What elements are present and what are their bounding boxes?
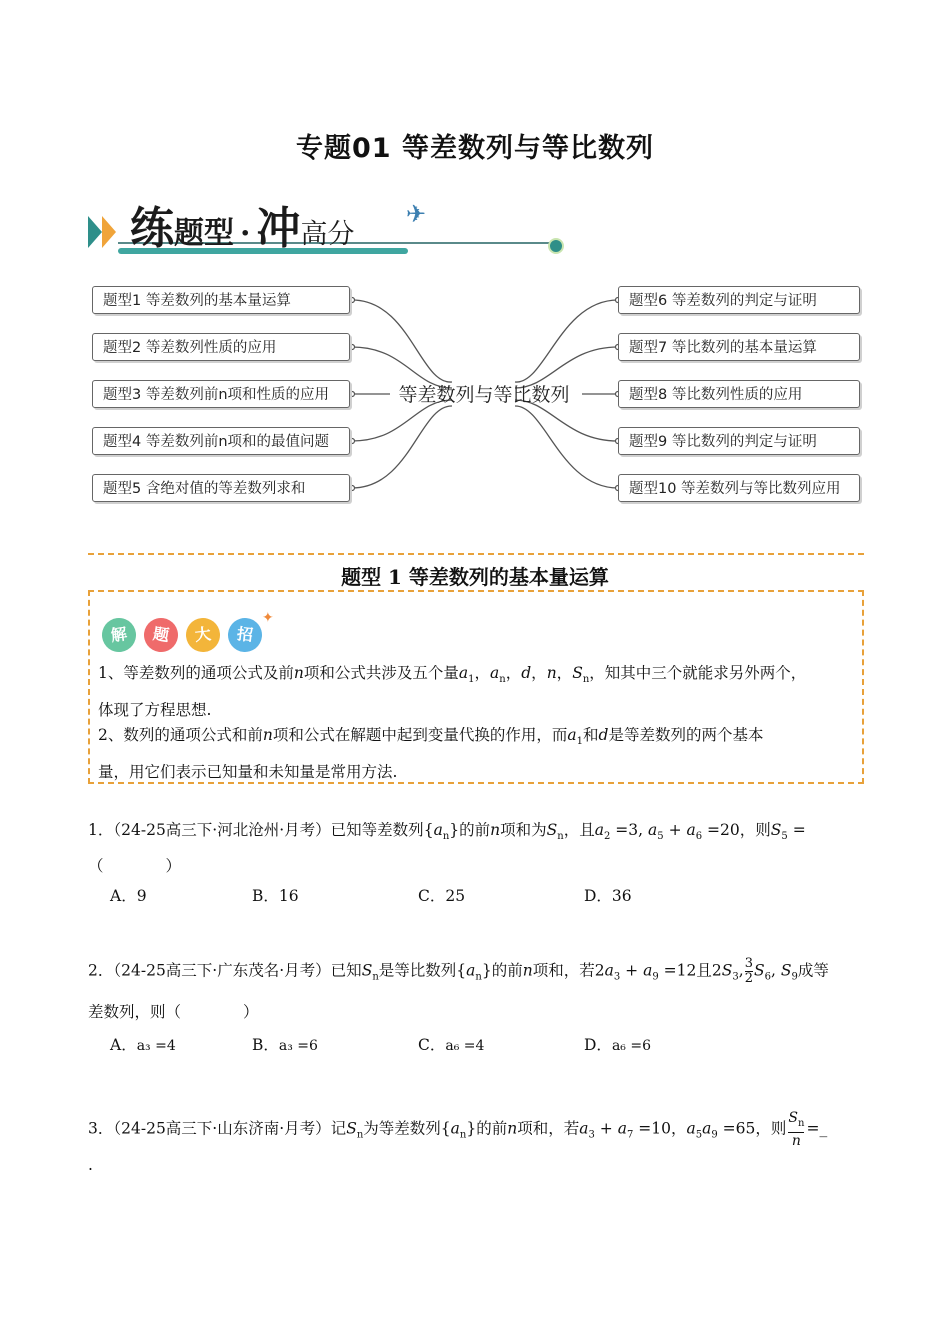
- question-number: 1．: [88, 821, 114, 839]
- section-title: 题型 1 等差数列的基本量运算: [341, 565, 609, 589]
- question-2: 2．（24-25高三下·广东茂名·月考）已知$S_n$是等比数列$\{a_n\}$的前n项和，若$2a_3 + a_9 =12$且$2S_3$, $\frac{3}{2}$ $S_6$, $S_9$成等: [88, 956, 829, 986]
- section-banner: [88, 188, 568, 264]
- mindmap-node-type9: 题型9 等比数列的判定与证明: [618, 427, 860, 455]
- badge-char: 大: [184, 616, 221, 653]
- tip-text: 量，用它们表示已知量和未知量是常用方法.: [98, 763, 398, 782]
- chevron-icon: [102, 216, 116, 248]
- question-text: 成等: [797, 961, 829, 980]
- mindmap-node-type4: 题型4 等差数列前n项和的最值问题: [92, 427, 350, 455]
- badge-char: 解: [100, 616, 138, 654]
- option-label: B．: [252, 1036, 279, 1054]
- tip-text: ，知其中三个就能求另外两个，: [589, 664, 807, 682]
- section-divider: [88, 553, 864, 555]
- question-3: 3．（24-25高三下·山东济南·月考）记$S_n$为等差数列$\{a_n\}$的前n项和，若$a_3 + a_7 =10$，$a_5a_9 =65$，则 $\frac{S_n}{n}$ =_: [88, 1110, 828, 1149]
- chevron-icon: [88, 216, 102, 248]
- question-text: 项和，若: [517, 1119, 580, 1138]
- tip-text: 2、数列的通项公式和前: [98, 726, 263, 744]
- question-text: 的前: [459, 821, 491, 839]
- q1-option-d[interactable]: D．36: [584, 887, 632, 905]
- mindmap-node-type10: 题型10 等差数列与等比数列应用: [618, 474, 860, 502]
- sparkle-icon: ✦: [262, 610, 274, 626]
- question-text: 记: [330, 1119, 347, 1138]
- option-label: A．: [110, 1036, 137, 1054]
- question-text: 为等差数列: [363, 1119, 441, 1138]
- option-label: C．: [418, 1036, 446, 1054]
- tip-2: 2、数列的通项公式和前n项和公式在解题中起到变量代换的作用，而$a_1$和d是等差数列的两个基本 量，用它们表示已知量和未知量是常用方法.: [98, 726, 764, 782]
- q2-option-b[interactable]: [252, 1033, 318, 1055]
- tip-text: 1、等差数列的通项公式及前: [98, 664, 294, 682]
- question-text: 项和，若: [532, 961, 595, 980]
- mindmap-node-type1: 题型1 等差数列的基本量运算: [92, 286, 350, 314]
- question-text: ，则: [755, 1119, 787, 1138]
- banner-char-lian: 练: [130, 203, 174, 254]
- mindmap-node-type5: 题型5 含绝对值的等差数列求和: [92, 474, 350, 502]
- tip-text: 项和公式共涉及五个量: [303, 664, 459, 682]
- question-text: 已知等差数列: [330, 821, 424, 839]
- mindmap-center: 等差数列与等比数列: [398, 384, 570, 406]
- banner-char-chong: 冲: [256, 203, 301, 254]
- option-expr: a₃ =4: [136, 1038, 176, 1054]
- question-1-paren: （ ）: [88, 857, 182, 875]
- question-text: 且: [696, 961, 712, 980]
- tip-text: 体现了方程思想.: [98, 701, 212, 720]
- question-text: ，: [670, 1119, 687, 1138]
- badge-char: 题: [142, 616, 180, 654]
- option-label: D．: [584, 1036, 612, 1054]
- tip-text: 和: [583, 726, 599, 744]
- option-expr: a₆ =4: [445, 1038, 485, 1054]
- question-number: 2．: [88, 961, 114, 980]
- question-text: 是等比数列: [378, 961, 457, 980]
- question-2-line2: 差数列，则（ ）: [88, 1003, 259, 1021]
- mindmap-node-type3: 题型3 等差数列前n项和性质的应用: [92, 380, 350, 408]
- question-text: ，则: [739, 821, 771, 839]
- banner-dot-sep: ·: [240, 216, 251, 251]
- question-source: （24-25高三下·山东济南·月考）: [113, 1119, 331, 1138]
- question-number: 3．: [88, 1119, 114, 1138]
- banner-text: [130, 192, 354, 256]
- paper-plane-icon: ✈: [406, 200, 427, 228]
- q1-option-c[interactable]: C．25: [418, 887, 466, 905]
- question-source: （24-25高三下·广东茂名·月考）: [113, 961, 331, 980]
- q1-option-b[interactable]: B．16: [252, 887, 299, 905]
- q1-option-a[interactable]: A．9: [110, 887, 147, 905]
- banner-dot: [548, 238, 564, 254]
- question-text: ，且: [563, 821, 595, 839]
- tip-1: 1、等差数列的通项公式及前n项和公式共涉及五个量$a_1$，$a_n$，d，n，$S_n$，知其中三个就能求另外两个， 体现了方程思想.: [98, 664, 807, 720]
- question-1: 1．（24-25高三下·河北沧州·月考）已知等差数列$\{a_n\}$的前n项和为$S_n$，且$a_2 =3$, $a_5 + a_6 =20$，则$S_5$ =: [88, 821, 806, 843]
- q2-option-a[interactable]: [110, 1033, 176, 1055]
- mindmap-node-type7: 题型7 等比数列的基本量运算: [618, 333, 860, 361]
- banner-text-gaofen: 高分: [300, 219, 355, 250]
- page-title: 专题01 等差数列与等比数列: [296, 133, 654, 164]
- question-source: （24-25高三下·河北沧州·月考）: [113, 821, 331, 839]
- tips-box: [88, 590, 864, 784]
- banner-text-tixing: 题型: [174, 216, 234, 251]
- tip-text: 项和公式在解题中起到变量代换的作用，而: [272, 726, 568, 744]
- q2-option-d[interactable]: [584, 1033, 651, 1055]
- badge-char: 招: [226, 616, 263, 653]
- mindmap-node-type6: 题型6 等差数列的判定与证明: [618, 286, 860, 314]
- question-text: 的前: [476, 1119, 508, 1138]
- question-text: 已知: [330, 961, 362, 980]
- question-text: 项和为: [500, 821, 547, 839]
- mindmap-node-type8: 题型8 等比数列性质的应用: [618, 380, 860, 408]
- tip-text: 是等差数列的两个基本: [608, 726, 764, 744]
- mindmap-node-type2: 题型2 等差数列性质的应用: [92, 333, 350, 361]
- option-expr: a₃ =6: [278, 1038, 318, 1054]
- tips-badge: [102, 610, 282, 656]
- question-3-dot: .: [88, 1156, 93, 1174]
- question-text: 的前: [491, 961, 523, 980]
- q2-option-c[interactable]: [418, 1033, 484, 1055]
- answer-blank[interactable]: =_: [806, 1119, 828, 1138]
- option-expr: a₆ =6: [611, 1038, 651, 1054]
